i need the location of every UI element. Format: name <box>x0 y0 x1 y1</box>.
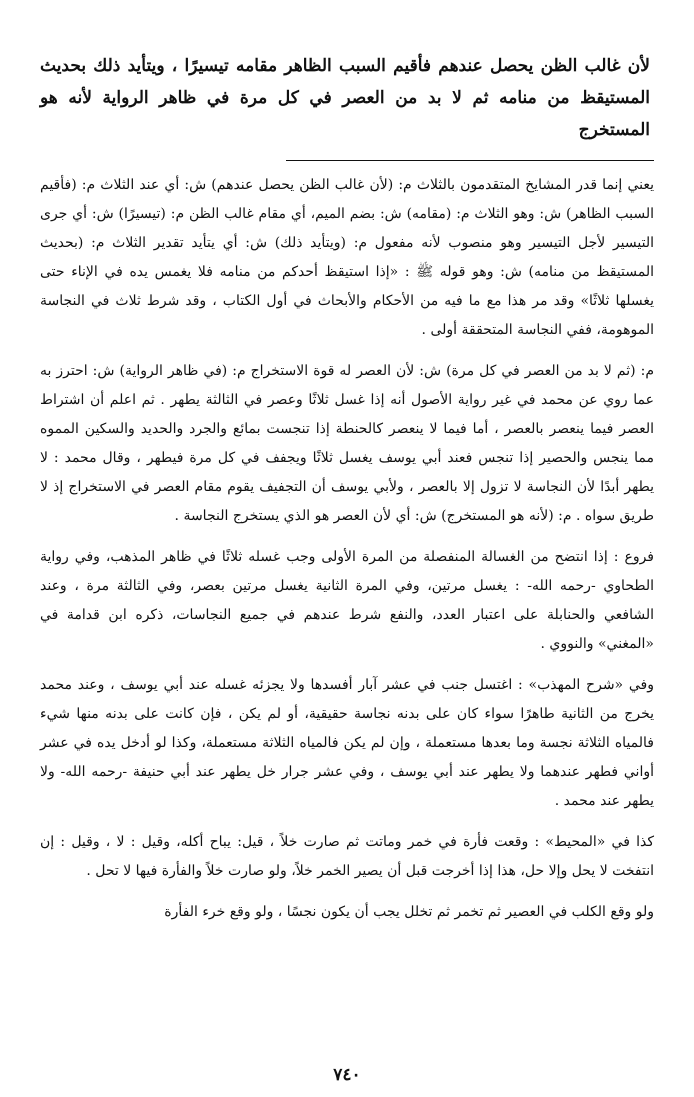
matn-line: لأن غالب الظن يحصل عندهم فأقيم السبب الظاهر مقامه تيسيرًا ، ويتأيد ذلك بحديث المستيقظ <box>40 56 650 108</box>
matn-text <box>40 50 654 146</box>
commentary-paragraph: يعني إنما قدر المشايخ المتقدمون بالثلاث م: (لأن غالب الظن يحصل عندهم) ش: أي عند الثلاث م: (فأقيم السبب الظاهر) ش: وهو الثلاث م: (مقامه) ش: بضم الميم، أي مقام غالب الظن م: (تيسيرًا) ش: أي جرى التيسير لأجل التيسير وهو منصوب لأنه مفعول م: (ويتأيد ذلك) ش: أي يتأيد تقدير الثلاث م: (بحديث المستيقظ من منامه) ش: وهو قوله ﷺ : «إذا استيقظ أحدكم من منامه فلا يغمس يده في الإناء حتى يغسلها ثلاثًا» وقد مر هذا مع ما فيه من الأحكام والأبحاث في أول الكتاب ، وقد شرط ثلاث في النجاسة الموهومة، ففي النجاسة المتحققة أولى . <box>40 177 654 338</box>
commentary-paragraph: م: (ثم لا بد من العصر في كل مرة) ش: لأن العصر له قوة الاستخراج م: (في ظاهر الرواية) ش: احترز به عما روي عن محمد في غير رواية الأصول أنه إذا غسل ثلاثًا وعصر في الثالثة يطهر . ثم اعلم أن اشتراط العصر فيما ينعصر بالعصر ، أما فيما لا ينعصر كالحنطة إذا تنجست بمائع والجرد والحديد والسكين المموه مما ينجس والحصير إذا تنجس فعند أبي يوسف يغسل ثلاثًا ويجفف في كل مرة فيطهر ، وقال محمد : لا يطهر أبدًا لأن النجاسة لا تزول إلا بالعصر ، ولأبي يوسف أن التجفيف يقوم مقام العصر في الاستخراج إذ لا طريق سواه . م: (لأنه هو المستخرج) ش: أي لأن العصر هو الذي يستخرج النجاسة . <box>40 363 654 524</box>
commentary-paragraph: كذا في «المحيط» : وقعت فأرة في خمر وماتت ثم صارت خلاً ، قيل: يباح أكله، وقيل : لا ، وقيل : إن انتفخت لا يحل وإلا حل، هذا إذا أخرجت قبل أن يصير الخمر خلاً، ولو صارت خلاً والفأرة فيها لا تحل . <box>40 834 654 879</box>
commentary-paragraph: ولو وقع الكلب في العصير ثم تخمر ثم تخلل يجب أن يكون نجسًا ، ولو وقع خرء الفأرة <box>164 904 654 920</box>
matn-line: من منامه ثم لا بد من العصر في كل مرة في ظاهر الرواية لأنه هو المستخرج <box>40 88 650 140</box>
document-page <box>40 50 654 1060</box>
footnote-separator <box>286 160 654 161</box>
commentary-paragraph: فروع : إذا انتضح من الغسالة المنفصلة من المرة الأولى وجب غسله ثلاثًا في ظاهر المذهب، وفي رواية الطحاوي -رحمه الله- : يغسل مرتين، وفي المرة الثانية يغسل مرتين بعصر، وفي الثالثة مرة ، وعند الشافعي والحنابلة على اعتبار العدد، والنفع شرط عندهم في جميع النجاسات، ذكره ابن قدامة في «المغني» والنووي . <box>40 549 654 652</box>
commentary-paragraph: وفي «شرح المهذب» : اغتسل جنب في عشر آبار أفسدها ولا يجزئه غسله عند أبي يوسف ، وعند محمد يخرج من الثانية طاهرًا سواء كان على بدنه نجاسة حقيقية، أو لم يكن ، فإن كانت على بدنه منها شيء فالمياه الثلاثة نجسة وما بعدها مستعملة ، وإن لم يكن فالمياه الثلاثة مستعملة، وكذا لو أدخل يده في عشر أواني فطهر عندهما ولا يطهر عند أبي يوسف ، وفي عشر جرار خل يطهر عند أبي حنيفة -رحمه الله- ولا يطهر عند محمد . <box>40 677 654 809</box>
page-number: ٧٤٠ <box>333 1065 361 1085</box>
